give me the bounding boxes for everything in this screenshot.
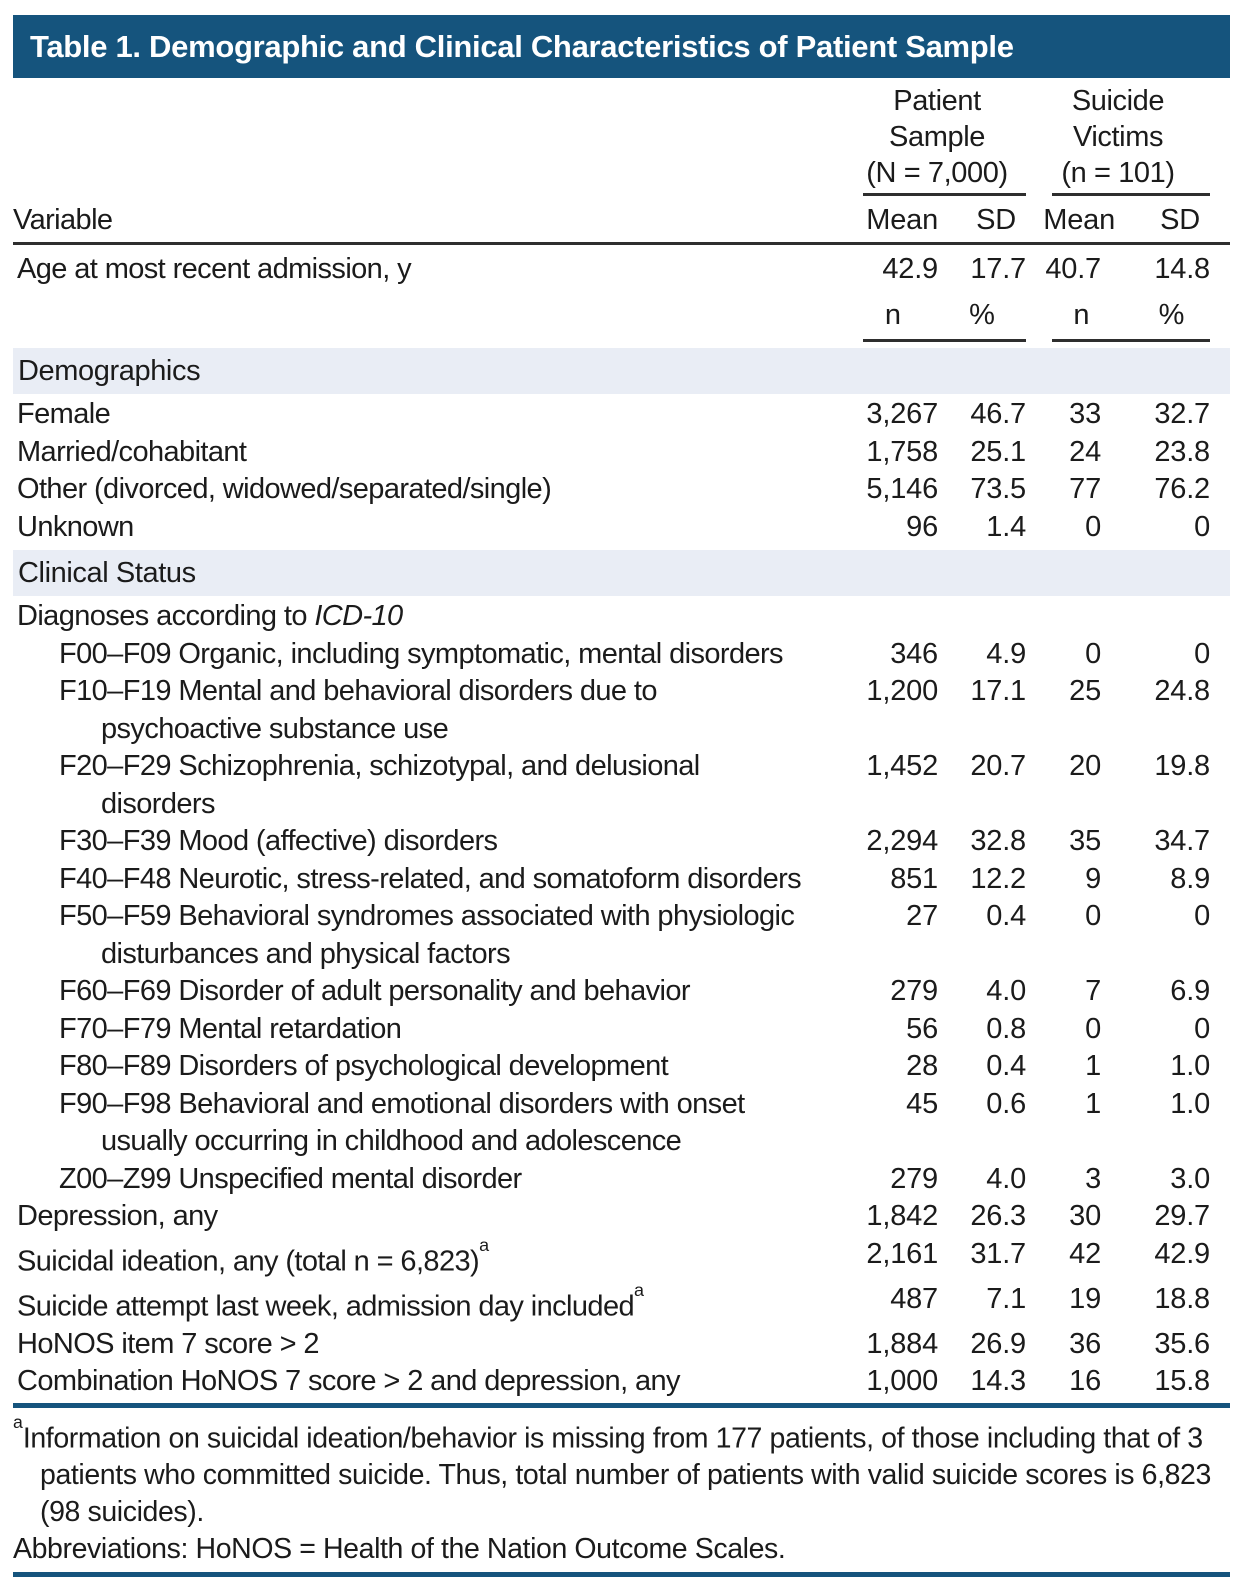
table-row bbox=[13, 471, 1230, 509]
value-cell: 29.7 bbox=[1154, 1200, 1210, 1232]
value-cell: 33 bbox=[1069, 398, 1101, 430]
group-header-line: (n = 101) bbox=[1061, 157, 1175, 189]
count-underline-row bbox=[13, 337, 1230, 342]
row-label bbox=[13, 973, 848, 1011]
footnote: $^a$Information on suicidal ideation/behavior is missing from 177 patients, of those including that of 3 patients who committed suicide. Thus, total number of patients with valid suicide scores is 6,823 (98 suicides). bbox=[13, 1411, 1211, 1529]
value-cell: 1,884 bbox=[866, 1327, 938, 1360]
value-cell: 30 bbox=[1069, 1200, 1101, 1232]
table-row bbox=[13, 509, 1230, 547]
value-cell: 0 bbox=[1085, 900, 1101, 932]
value-cell: 0 bbox=[1194, 637, 1210, 670]
table-row bbox=[13, 598, 1230, 636]
value-cell: 1,452 bbox=[866, 750, 938, 782]
value-cell: 3,267 bbox=[866, 398, 938, 430]
mean-column-header: Mean bbox=[1043, 204, 1115, 236]
value-cell: 0 bbox=[1194, 900, 1210, 932]
value-cell: 1,842 bbox=[866, 1200, 938, 1232]
value-cell: 76.2 bbox=[1154, 473, 1210, 505]
row-label bbox=[13, 509, 848, 547]
row-label bbox=[13, 598, 848, 636]
value-cell: 26.9 bbox=[970, 1327, 1026, 1360]
value-cell: 56 bbox=[906, 1012, 938, 1045]
row-label-line: F50–F59 Behavioral syndromes associated with physiologic bbox=[59, 900, 795, 932]
value-cell: 1,758 bbox=[866, 435, 938, 468]
value-cell: 19 bbox=[1069, 1282, 1101, 1315]
section-header-label: Clinical Status bbox=[18, 557, 196, 589]
value-cell: 12.2 bbox=[970, 862, 1026, 895]
value-cell: 0.8 bbox=[986, 1012, 1026, 1045]
suicide-victims-group-header bbox=[1026, 83, 1210, 196]
value-cell: 1 bbox=[1085, 1050, 1101, 1082]
value-cell: 17.7 bbox=[970, 253, 1026, 285]
value-cell: 36 bbox=[1069, 1327, 1101, 1360]
row-label-italic: ICD-10 bbox=[314, 600, 403, 632]
table-row bbox=[13, 1086, 1230, 1161]
row-label bbox=[13, 1011, 848, 1049]
value-cell: 25 bbox=[1069, 675, 1101, 707]
count-underline bbox=[863, 339, 1026, 342]
value-cell: 1 bbox=[1085, 1087, 1101, 1120]
value-cell: 45 bbox=[906, 1087, 938, 1120]
row-label bbox=[13, 1236, 848, 1281]
value-cell: 96 bbox=[906, 510, 938, 543]
value-cell: 32.8 bbox=[970, 825, 1026, 857]
row-label-line: Suicide attempt last week, admission day included$^a$ bbox=[17, 1279, 644, 1323]
value-cell: 1,200 bbox=[866, 675, 938, 707]
value-cell: 4.0 bbox=[986, 1162, 1026, 1195]
count-underline bbox=[1052, 339, 1210, 342]
table-row bbox=[13, 973, 1230, 1011]
row-label-line: Z00–Z99 Unspecified mental disorder bbox=[59, 1162, 522, 1195]
row-label bbox=[13, 245, 848, 293]
value-cell: 46.7 bbox=[970, 398, 1026, 430]
mean-column-header: Mean bbox=[866, 204, 938, 236]
row-label bbox=[13, 861, 848, 899]
row-label-line: F80–F89 Disorders of psychological development bbox=[59, 1050, 669, 1082]
table-row bbox=[13, 898, 1230, 973]
footnote: Abbreviations: HoNOS = Health of the Nation Outcome Scales. bbox=[13, 1533, 786, 1566]
value-cell: 346 bbox=[890, 637, 938, 670]
sd-column-header: SD bbox=[1160, 204, 1200, 236]
table-row bbox=[13, 1236, 1230, 1281]
value-cell: 32.7 bbox=[1154, 398, 1210, 430]
row-label-line: Married/cohabitant bbox=[17, 435, 247, 468]
value-cell: 3.0 bbox=[1170, 1162, 1210, 1195]
value-cell: 9 bbox=[1085, 862, 1101, 895]
count-underline-group bbox=[1026, 337, 1210, 342]
value-cell: 20.7 bbox=[970, 750, 1026, 782]
group-header-spacer bbox=[13, 83, 848, 196]
row-label bbox=[13, 673, 848, 748]
value-cell: 16 bbox=[1069, 1365, 1101, 1398]
value-cell: 279 bbox=[890, 975, 938, 1007]
table-row bbox=[13, 1281, 1230, 1326]
value-cell: 4.0 bbox=[986, 975, 1026, 1007]
value-cell: 17.1 bbox=[970, 675, 1026, 707]
table-title-bar bbox=[13, 15, 1230, 78]
row-label-line: Diagnoses according to ICD-10 bbox=[17, 600, 403, 632]
value-cell: 35 bbox=[1069, 825, 1101, 857]
row-label-line: F70–F79 Mental retardation bbox=[59, 1012, 402, 1045]
value-cell: 24 bbox=[1069, 435, 1101, 468]
table-figure bbox=[13, 15, 1230, 1577]
row-label bbox=[13, 1198, 848, 1236]
row-label-continuation: disorders bbox=[101, 787, 215, 820]
table-body bbox=[13, 245, 1230, 1401]
row-label bbox=[13, 1161, 848, 1199]
row-label-continuation: disturbances and physical factors bbox=[101, 937, 510, 970]
row-label-line: F10–F19 Mental and behavioral disorders due to bbox=[59, 675, 657, 707]
row-label-continuation: usually occurring in childhood and adolescence bbox=[101, 1125, 682, 1157]
row-label-line: Other (divorced, widowed/separated/single) bbox=[17, 473, 552, 505]
group-header-line: Victims bbox=[1072, 121, 1164, 153]
row-label bbox=[13, 1326, 848, 1364]
row-label bbox=[13, 1048, 848, 1086]
value-cell: 0 bbox=[1194, 1012, 1210, 1045]
value-cell: 0 bbox=[1085, 1012, 1101, 1045]
row-label-line: F20–F29 Schizophrenia, schizotypal, and delusional bbox=[59, 750, 700, 782]
row-label-line: Age at most recent admission, y bbox=[17, 253, 412, 285]
footnote-marker: a bbox=[634, 1279, 644, 1300]
count-column-header: % bbox=[1158, 298, 1185, 331]
table-row bbox=[13, 636, 1230, 674]
table-row bbox=[13, 396, 1230, 434]
group-headers bbox=[13, 83, 1230, 196]
row-label bbox=[13, 1363, 848, 1401]
value-cell: 27 bbox=[906, 900, 938, 932]
table-row bbox=[13, 1198, 1230, 1236]
table-row bbox=[13, 1326, 1230, 1364]
value-cell: 42 bbox=[1069, 1237, 1101, 1270]
count-underline-group bbox=[848, 337, 1026, 342]
table-row bbox=[13, 748, 1230, 823]
value-cell: 35.6 bbox=[1154, 1327, 1210, 1360]
count-header-row bbox=[13, 293, 1230, 337]
value-cell: 18.8 bbox=[1154, 1282, 1210, 1315]
value-cell: 28 bbox=[906, 1050, 938, 1082]
value-cell: 73.5 bbox=[970, 473, 1026, 505]
table-row bbox=[13, 1048, 1230, 1086]
value-cell: 0 bbox=[1085, 510, 1101, 543]
row-label-line: Combination HoNOS 7 score > 2 and depression, any bbox=[17, 1365, 680, 1398]
row-label bbox=[13, 471, 848, 509]
value-cell: 0 bbox=[1194, 510, 1210, 543]
footnotes bbox=[13, 1408, 1230, 1569]
value-cell: 14.3 bbox=[970, 1365, 1026, 1398]
value-cell: 5,146 bbox=[866, 473, 938, 505]
row-label-line: Depression, any bbox=[17, 1200, 218, 1232]
value-cell: 25.1 bbox=[970, 435, 1026, 468]
value-cell: 42.9 bbox=[1154, 1237, 1210, 1270]
value-cell: 279 bbox=[890, 1162, 938, 1195]
value-cell: 77 bbox=[1069, 473, 1101, 505]
count-underline-spacer bbox=[13, 337, 848, 342]
table-row bbox=[13, 823, 1230, 861]
value-cell: 6.9 bbox=[1170, 975, 1210, 1007]
group-underline bbox=[1052, 193, 1210, 196]
table-row bbox=[13, 1161, 1230, 1199]
value-cell: 0.4 bbox=[986, 1050, 1026, 1082]
row-label-line: HoNOS item 7 score > 2 bbox=[17, 1327, 319, 1360]
value-cell: 4.9 bbox=[986, 637, 1026, 670]
table-title: Table 1. Demographic and Clinical Characteristics of Patient Sample bbox=[30, 29, 1014, 64]
row-label-line: F90–F98 Behavioral and emotional disorders with onset bbox=[59, 1087, 745, 1120]
row-label bbox=[13, 636, 848, 674]
value-cell: 3 bbox=[1085, 1162, 1101, 1195]
footnote-marker: a bbox=[13, 1411, 23, 1432]
count-column-header: n bbox=[1073, 298, 1090, 331]
table-row bbox=[13, 1363, 1230, 1401]
row-label bbox=[13, 434, 848, 472]
value-cell: 0.4 bbox=[986, 900, 1026, 932]
row-label bbox=[13, 748, 848, 823]
value-cell: 1.4 bbox=[986, 510, 1026, 543]
value-cell: 31.7 bbox=[970, 1237, 1026, 1270]
value-cell: 0 bbox=[1085, 637, 1101, 670]
value-cell: 1,000 bbox=[866, 1365, 938, 1398]
section-header bbox=[13, 348, 1230, 394]
figure-bottom-rule bbox=[13, 1572, 1230, 1577]
row-label-line: F60–F69 Disorder of adult personality and behavior bbox=[59, 975, 690, 1007]
group-header-line: (N = 7,000) bbox=[866, 157, 1008, 189]
footnote-marker: a bbox=[479, 1234, 490, 1255]
patient-sample-group-header bbox=[848, 83, 1026, 196]
value-cell: 487 bbox=[890, 1282, 938, 1315]
value-cell: 24.8 bbox=[1154, 675, 1210, 707]
value-cell: 23.8 bbox=[1154, 435, 1210, 468]
row-label bbox=[13, 396, 848, 434]
table-row bbox=[13, 861, 1230, 899]
row-label bbox=[13, 1281, 848, 1326]
table-row bbox=[13, 673, 1230, 748]
stat-header-row bbox=[13, 196, 1230, 242]
value-cell: 0.6 bbox=[986, 1087, 1026, 1120]
row-label bbox=[13, 1086, 848, 1161]
value-cell: 2,294 bbox=[866, 825, 938, 857]
section-header bbox=[13, 550, 1230, 596]
value-cell: 851 bbox=[890, 862, 938, 895]
group-header-line: Suicide bbox=[1071, 85, 1165, 117]
row-label-line: F30–F39 Mood (affective) disorders bbox=[59, 825, 498, 857]
row-label-line: F00–F09 Organic, including symptomatic, mental disorders bbox=[59, 637, 783, 670]
count-column-header: n bbox=[884, 298, 902, 331]
value-cell: 1.0 bbox=[1170, 1087, 1210, 1120]
value-cell: 40.7 bbox=[1045, 253, 1101, 285]
sd-column-header: SD bbox=[976, 204, 1016, 236]
row-label-line: Suicidal ideation, any (total n = 6,823)$^a$ bbox=[17, 1234, 490, 1278]
value-cell: 26.3 bbox=[970, 1200, 1026, 1232]
count-column-header: % bbox=[969, 298, 995, 331]
table-row bbox=[13, 245, 1230, 293]
row-label-line: Female bbox=[17, 398, 111, 430]
row-label-continuation: psychoactive substance use bbox=[101, 712, 449, 745]
value-cell: 34.7 bbox=[1154, 825, 1210, 857]
value-cell: 7.1 bbox=[986, 1282, 1026, 1315]
value-cell: 19.8 bbox=[1154, 750, 1210, 782]
row-label-line: F40–F48 Neurotic, stress-related, and somatoform disorders bbox=[59, 862, 802, 895]
value-cell: 20 bbox=[1069, 750, 1101, 782]
row-label-line: Unknown bbox=[17, 510, 134, 543]
section-header-label: Demographics bbox=[18, 355, 201, 387]
value-cell: 15.8 bbox=[1154, 1365, 1210, 1398]
value-cell: 42.9 bbox=[882, 253, 938, 285]
group-underline bbox=[863, 193, 1026, 196]
table-row bbox=[13, 434, 1230, 472]
value-cell: 7 bbox=[1085, 975, 1101, 1007]
group-header-line: Sample bbox=[889, 121, 985, 153]
group-header-line: Patient bbox=[893, 85, 981, 117]
table-row bbox=[13, 1011, 1230, 1049]
value-cell: 1.0 bbox=[1170, 1050, 1210, 1082]
value-cell: 14.8 bbox=[1154, 253, 1210, 285]
variable-column-header: Variable bbox=[13, 204, 113, 236]
value-cell: 8.9 bbox=[1170, 862, 1210, 895]
value-cell: 2,161 bbox=[866, 1237, 938, 1270]
row-label bbox=[13, 898, 848, 973]
row-label bbox=[13, 823, 848, 861]
